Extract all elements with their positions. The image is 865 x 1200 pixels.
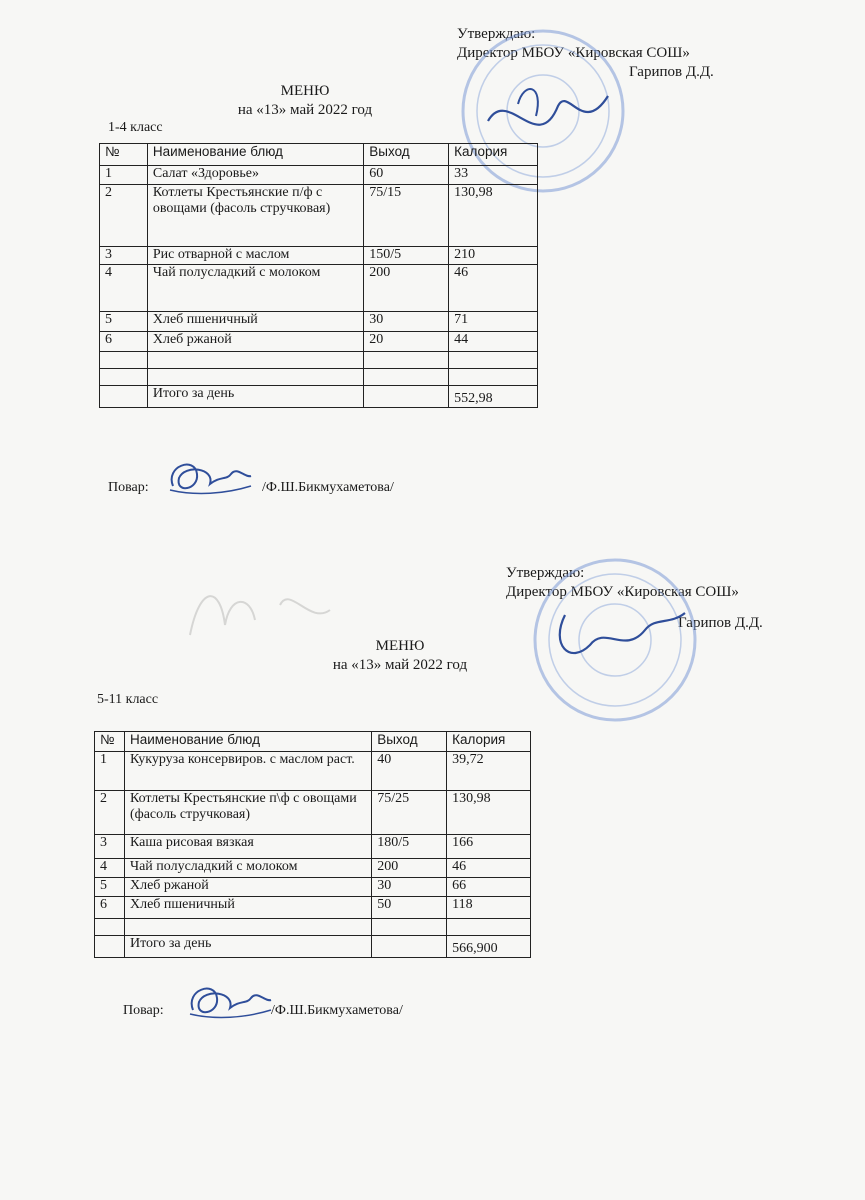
col-header: № <box>95 732 125 752</box>
cell-calories: 210 <box>449 247 538 265</box>
cell-output: 30 <box>364 312 449 332</box>
col-header: Наименование блюд <box>147 144 363 166</box>
menu-table-2 <box>94 731 531 958</box>
menu-title: МЕНЮ <box>375 638 425 654</box>
table-row <box>100 265 538 312</box>
col-header: Калория <box>447 732 531 752</box>
cell-dish: Хлеб ржаной <box>124 878 371 897</box>
table-header-row <box>95 732 531 752</box>
cook-label: Повар: <box>108 480 149 495</box>
cell-number: 2 <box>100 185 148 247</box>
cell-calories: 46 <box>447 859 531 878</box>
cell-calories: 166 <box>447 835 531 859</box>
cell-calories: 39,72 <box>447 752 531 791</box>
total-label: Итого за день <box>124 936 371 958</box>
table-row <box>100 166 538 185</box>
table-total-row <box>100 386 538 408</box>
cell-output: 180/5 <box>372 835 447 859</box>
cell-dish: Хлеб пшеничный <box>124 897 371 919</box>
cell-output: 200 <box>372 859 447 878</box>
cook-signature-1 <box>165 456 255 501</box>
cell-number: 4 <box>100 265 148 312</box>
total-value: 552,98 <box>449 386 538 408</box>
cell-dish: Котлеты Крестьянские п\ф с овощами (фасоль стручковая) <box>124 791 371 835</box>
menu-date: на «13» май 2022 год <box>332 657 468 673</box>
table-row <box>95 791 531 835</box>
cell-number: 5 <box>95 878 125 897</box>
table-row-empty <box>100 352 538 369</box>
cook-name: /Ф.Ш.Бикмухаметова/ <box>262 480 394 495</box>
col-header: Наименование блюд <box>124 732 371 752</box>
signature-stroke <box>488 96 608 125</box>
cell-output: 200 <box>364 265 449 312</box>
cell-number: 2 <box>95 791 125 835</box>
cell-dish: Хлеб ржаной <box>147 332 363 352</box>
cell-number: 3 <box>100 247 148 265</box>
approval-line: Директор МБОУ «Кировская СОШ» <box>506 584 739 600</box>
col-header: № <box>100 144 148 166</box>
grade-label-2: 5-11 класс <box>97 692 159 707</box>
col-header: Выход <box>372 732 447 752</box>
col-header: Выход <box>364 144 449 166</box>
cell-number: 6 <box>100 332 148 352</box>
table-row <box>95 859 531 878</box>
approval-line: Утверждаю: <box>506 565 585 581</box>
cell-dish: Салат «Здоровье» <box>147 166 363 185</box>
cell-number: 1 <box>95 752 125 791</box>
cell-dish: Хлеб пшеничный <box>147 312 363 332</box>
table-header-row <box>100 144 538 166</box>
total-value: 566,900 <box>447 936 531 958</box>
table-row <box>100 332 538 352</box>
round-stamp-2 <box>530 555 700 725</box>
cell-output: 60 <box>364 166 449 185</box>
menu-date: на «13» май 2022 год <box>237 102 373 118</box>
col-header: Калория <box>449 144 538 166</box>
cook-signature-2 <box>185 980 275 1025</box>
cell-calories: 130,98 <box>447 791 531 835</box>
table-total-row <box>95 936 531 958</box>
table-row-empty <box>100 369 538 386</box>
cell-output: 75/25 <box>372 791 447 835</box>
cook-line-1 <box>108 480 394 496</box>
cell-number: 3 <box>95 835 125 859</box>
cell-calories: 66 <box>447 878 531 897</box>
approval-director-name: Гарипов Д.Д. <box>678 615 763 631</box>
grade-label-1: 1-4 класс <box>108 120 163 135</box>
signature-stroke <box>560 613 685 653</box>
table-row <box>95 752 531 791</box>
cell-output: 30 <box>372 878 447 897</box>
bleed-through-marks <box>180 575 340 645</box>
cell-calories: 33 <box>449 166 538 185</box>
cell-number: 5 <box>100 312 148 332</box>
total-label: Итого за день <box>147 386 363 408</box>
menu-title-1 <box>220 82 390 120</box>
menu-title-2 <box>290 637 510 675</box>
cell-dish: Чай полусладкий с молоком <box>147 265 363 312</box>
cell-dish: Котлеты Крестьянские п/ф с овощами (фасоль стручковая) <box>147 185 363 247</box>
cell-calories: 130,98 <box>449 185 538 247</box>
approval-line: Директор МБОУ «Кировская СОШ» <box>457 45 690 61</box>
cell-number: 6 <box>95 897 125 919</box>
approval-line: Утверждаю: <box>457 26 536 42</box>
cell-dish: Кукуруза консервиров. с маслом раст. <box>124 752 371 791</box>
cook-line-2 <box>123 1003 403 1019</box>
cell-output: 150/5 <box>364 247 449 265</box>
cell-dish: Чай полусладкий с молоком <box>124 859 371 878</box>
cell-output: 20 <box>364 332 449 352</box>
table-row <box>100 247 538 265</box>
cell-calories: 71 <box>449 312 538 332</box>
cook-label: Повар: <box>123 1003 164 1018</box>
cell-calories: 46 <box>449 265 538 312</box>
cell-output: 50 <box>372 897 447 919</box>
cell-number: 1 <box>100 166 148 185</box>
approval-director-name: Гарипов Д.Д. <box>629 64 714 80</box>
table-row <box>100 185 538 247</box>
cell-calories: 44 <box>449 332 538 352</box>
menu-table-1 <box>99 143 538 408</box>
cell-output: 75/15 <box>364 185 449 247</box>
cell-output: 40 <box>372 752 447 791</box>
cook-name: /Ф.Ш.Бикмухаметова/ <box>271 1003 403 1018</box>
table-row <box>95 897 531 919</box>
menu-title: МЕНЮ <box>280 83 330 99</box>
table-row-empty <box>95 919 531 936</box>
cell-calories: 118 <box>447 897 531 919</box>
cell-dish: Рис отварной с маслом <box>147 247 363 265</box>
table-row <box>100 312 538 332</box>
cell-dish: Каша рисовая вязкая <box>124 835 371 859</box>
table-row <box>95 878 531 897</box>
cell-number: 4 <box>95 859 125 878</box>
table-row <box>95 835 531 859</box>
